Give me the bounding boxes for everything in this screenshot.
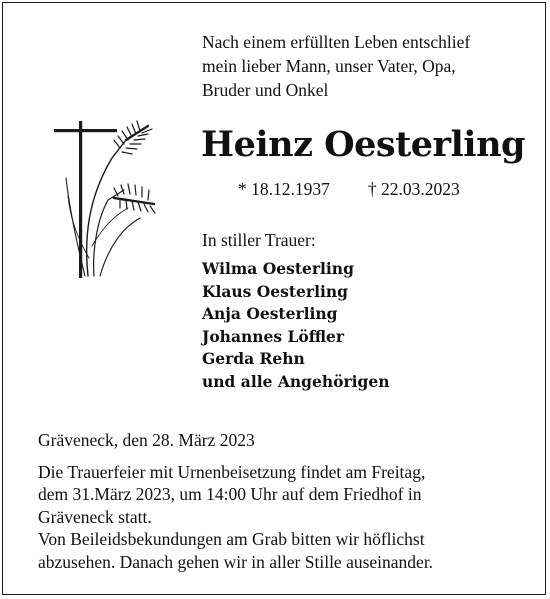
intro-line: mein lieber Mann, unser Vater, Opa, (202, 56, 456, 76)
intro-line: Nach einem erfüllten Leben entschlief (202, 32, 471, 52)
notice-line: Gräveneck statt. (38, 506, 152, 527)
funeral-notice (38, 461, 538, 573)
notice-line: Von Beileidsbekundungen am Grab bitten wir höflichst (38, 529, 425, 550)
intro-text (202, 30, 532, 102)
list-item: und alle Angehörigen (202, 371, 390, 391)
cross-with-wheat-icon (48, 118, 163, 280)
notice-line: Die Trauerfeier mit Urnenbeisetzung findet am Freitag, (38, 462, 426, 482)
death-date: † 22.03.2023 (367, 179, 460, 199)
birth-date: * 18.12.1937 (238, 179, 330, 199)
life-dates (238, 178, 460, 200)
mourners-list (202, 258, 389, 394)
place-and-date: Gräveneck, den 28. März 2023 (38, 430, 255, 450)
intro-line: Bruder und Onkel (202, 80, 329, 100)
deceased-name: Heinz Oesterling (201, 124, 525, 165)
notice-line: abzusehen. Danach gehen wir in aller Stille auseinander. (38, 551, 434, 572)
list-item: Wilma Oesterling (202, 259, 354, 278)
notice-line: dem 31.März 2023, um 14:00 Uhr auf dem Friedhof in (38, 484, 422, 505)
list-item: Klaus Oesterling (202, 281, 348, 301)
list-item: Anja Oesterling (202, 304, 338, 324)
list-item: Johannes Löffler (202, 326, 345, 346)
mourners-label: In stiller Trauer: (202, 230, 316, 250)
list-item: Gerda Rehn (202, 349, 305, 369)
